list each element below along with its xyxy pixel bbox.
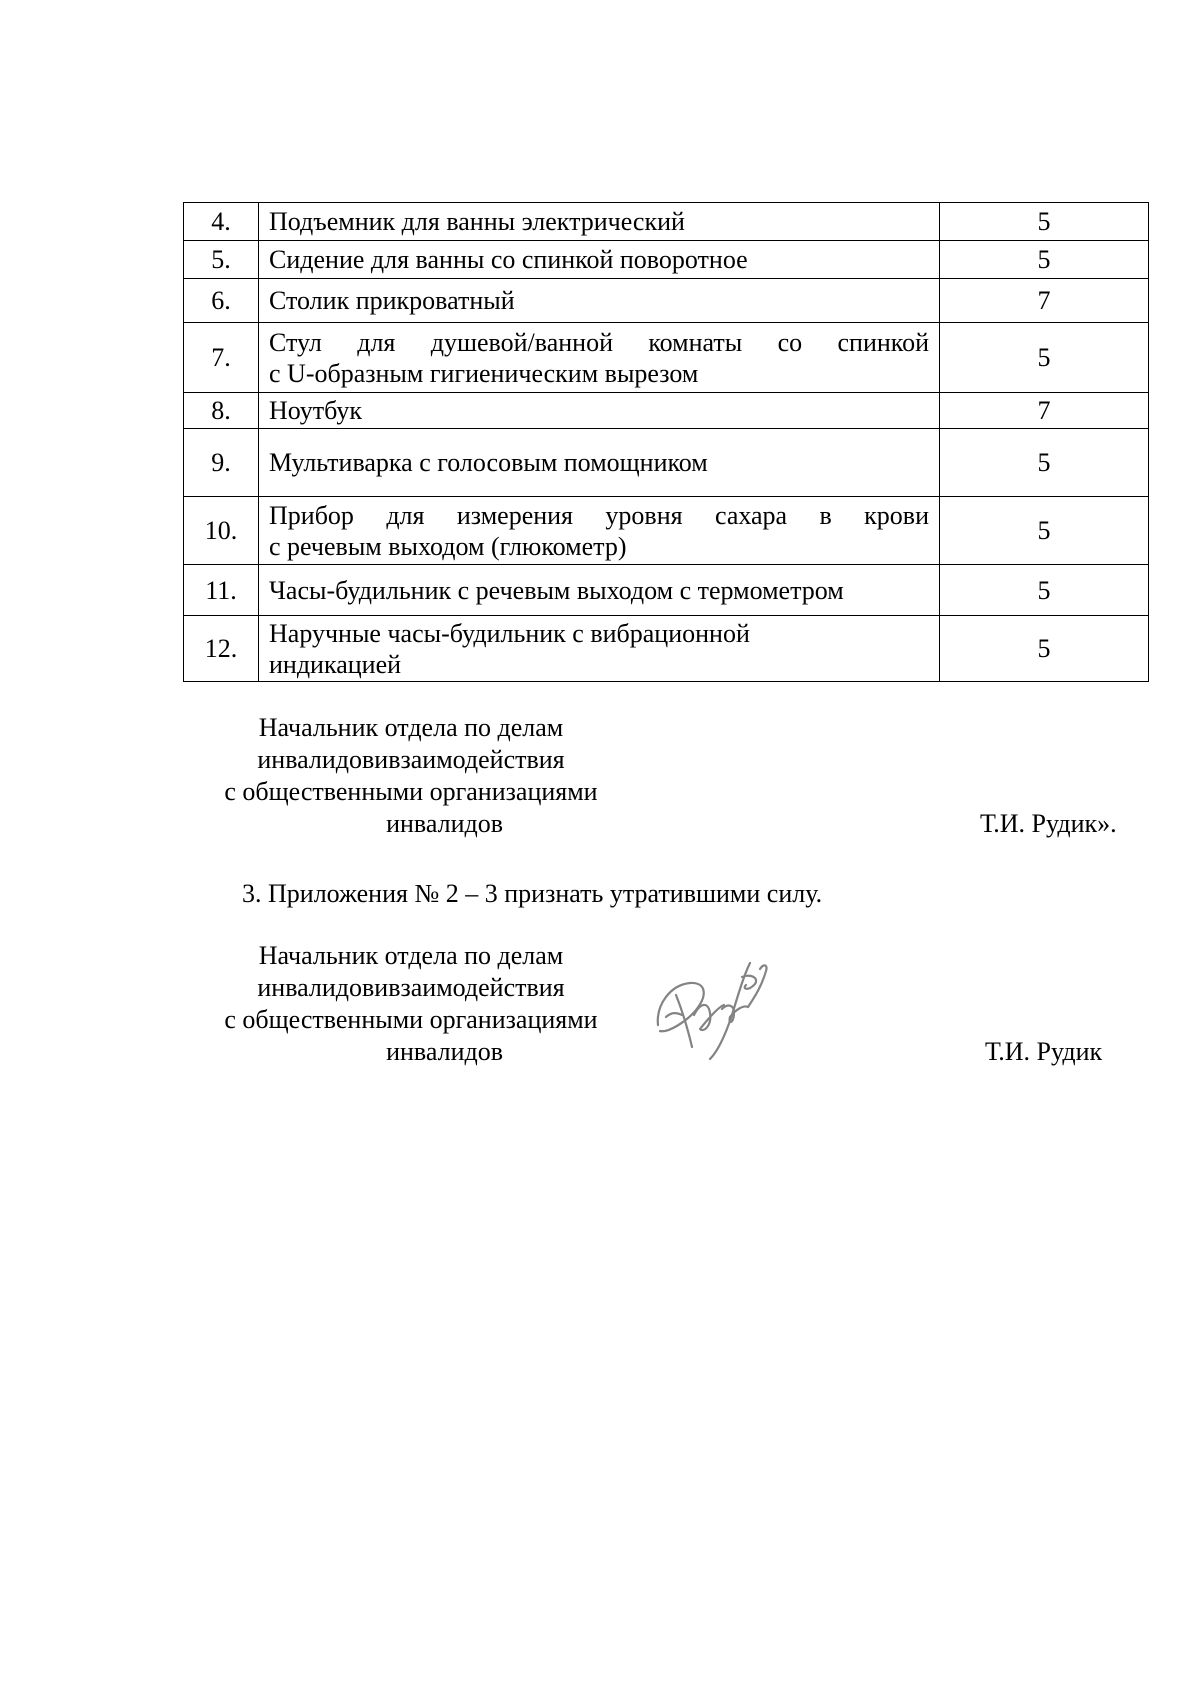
signature-block-title (196, 712, 626, 840)
title-line: с общественными организациями (224, 777, 598, 806)
item-name-line: с речевым выходом (глюкометр) (269, 531, 627, 561)
signatory-name: Т.И. Рудик (985, 1037, 1103, 1066)
item-quantity: 5 (940, 497, 1149, 565)
item-quantity: 7 (940, 393, 1149, 429)
row-number: 4. (184, 203, 259, 241)
item-name-line: Наручные часы-будильник с вибрационной (269, 618, 750, 648)
item-name (259, 279, 940, 323)
clause-paragraph: 3. Приложения № 2 – 3 признать утратившими силу. (242, 879, 823, 908)
item-quantity: 5 (940, 616, 1149, 682)
item-quantity: 7 (940, 279, 1149, 323)
item-name-line: Стул для душевой/ванной комнаты со спинкой (269, 327, 929, 357)
title-line: инвалидов (386, 1037, 503, 1066)
item-quantity: 5 (940, 429, 1149, 497)
item-quantity: 5 (940, 323, 1149, 393)
item-quantity: 5 (940, 241, 1149, 279)
item-name-line: индикацией (269, 649, 402, 679)
item-name (259, 565, 940, 616)
item-name-line: Сидение для ванны со спинкой поворотное (269, 245, 748, 274)
item-quantity: 5 (940, 203, 1149, 241)
item-quantity: 5 (940, 565, 1149, 616)
item-name-line: Часы-будильник с речевым выходом с термометром (269, 575, 844, 605)
item-name-line: Столик прикроватный (269, 286, 515, 315)
table-row (184, 203, 1149, 241)
table-row (184, 616, 1149, 682)
signature-block-title (196, 940, 626, 1068)
item-name-line: Ноутбук (269, 396, 363, 425)
item-name-line: Прибор для измерения уровня сахара в крови (269, 500, 929, 530)
row-number: 7. (184, 323, 259, 393)
signatory-name: Т.И. Рудик». (980, 809, 1117, 838)
row-number: 6. (184, 279, 259, 323)
table-row (184, 323, 1149, 393)
handwritten-signature (648, 955, 788, 1065)
item-name (259, 393, 940, 429)
item-name-line: Подъемник для ванны электрический (269, 207, 685, 236)
table-row (184, 393, 1149, 429)
item-name (259, 241, 940, 279)
item-name-line: с U-образным гигиеническим вырезом (269, 358, 699, 388)
table-row (184, 429, 1149, 497)
title-line: Начальник отдела по делам (258, 941, 564, 970)
item-name (259, 616, 940, 682)
row-number: 10. (184, 497, 259, 565)
item-name (259, 323, 940, 393)
title-line: инвалидовивзаимодействия (257, 973, 565, 1002)
item-name-line: Мультиварка с голосовым помощником (269, 448, 708, 477)
table-row (184, 279, 1149, 323)
title-line: Начальник отдела по делам (258, 713, 564, 742)
table-row (184, 241, 1149, 279)
items-table (183, 202, 1149, 682)
row-number: 11. (184, 565, 259, 616)
row-number: 8. (184, 393, 259, 429)
title-line: инвалидов (386, 809, 503, 838)
row-number: 9. (184, 429, 259, 497)
title-line: инвалидовивзаимодействия (257, 745, 565, 774)
table-row (184, 497, 1149, 565)
item-name (259, 429, 940, 497)
row-number: 12. (184, 616, 259, 682)
row-number: 5. (184, 241, 259, 279)
title-line: с общественными организациями (224, 1005, 598, 1034)
item-name (259, 497, 940, 565)
item-name (259, 203, 940, 241)
table-row (184, 565, 1149, 616)
